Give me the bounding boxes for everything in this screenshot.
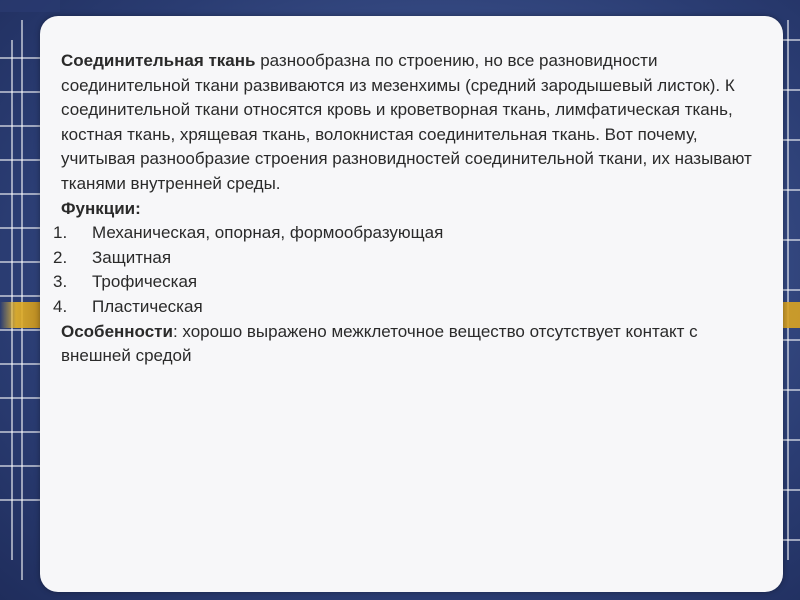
list-item (53, 246, 761, 271)
intro-term: Соединительная ткань (61, 51, 256, 70)
intro-text: разнообразна по строению, но все разновидности соединительной ткани развиваются из мезенхимы (средний зародышевый листок). К соединительной ткани относятся кровь и кроветворная ткань, лимфатическая ткань, костная ткань, хрящевая ткань, волокнистая соединительная ткань. Вот почему, учитывая разнообразие строения разновидностей соединительной ткани, их называют тканями внутренней среды. (61, 51, 752, 193)
functions-heading: Функции: (61, 198, 141, 218)
list-item-label: Трофическая (92, 272, 198, 292)
features-term: Особенности (61, 321, 173, 341)
list-item (53, 270, 761, 295)
list-item-number: 1. (53, 223, 68, 243)
list-item-label: Механическая, опорная, формообразующая (92, 223, 444, 243)
slide-content (53, 49, 761, 369)
features-paragraph (61, 320, 761, 369)
list-item-label: Защитная (92, 247, 172, 267)
features-text: : хорошо выражено межклеточное вещество отсутствует контакт с внешней средой (61, 321, 698, 366)
functions-list (53, 221, 761, 319)
list-item (53, 221, 761, 246)
list-item-number: 2. (53, 247, 68, 267)
list-item-label: Пластическая (92, 296, 203, 316)
list-item-number: 4. (53, 296, 68, 316)
intro-paragraph (61, 49, 761, 197)
list-item-number: 3. (53, 272, 68, 292)
list-item (53, 295, 761, 320)
